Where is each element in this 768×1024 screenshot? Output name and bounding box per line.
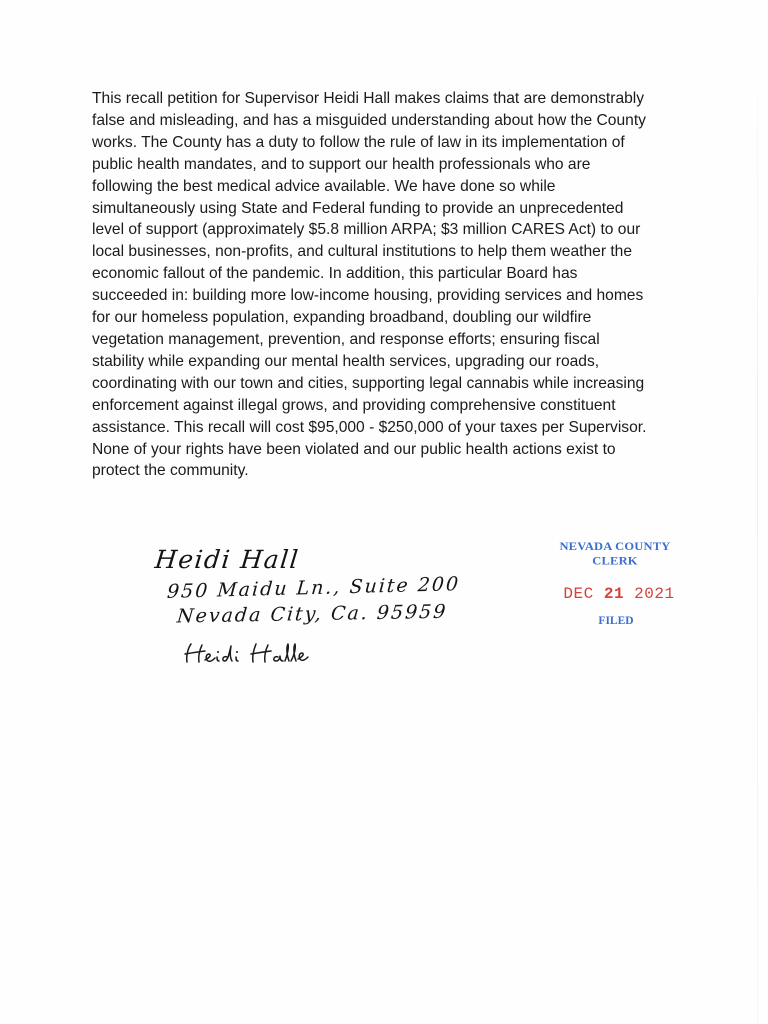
statement-line: following the best medical advice available. We have done so while [92, 177, 556, 195]
statement-line: economic fallout of the pandemic. In addition, this particular Board has [92, 265, 578, 283]
statement-line: public health mandates, and to support our health professionals who are [92, 155, 591, 173]
statement-body [92, 88, 692, 482]
signature-graphic [181, 638, 321, 672]
statement-line: simultaneously using State and Federal funding to provide an unprecedented [92, 199, 624, 217]
handwritten-city-address: Nevada City, Ca. 95959 [176, 600, 449, 628]
statement-line: None of your rights have been violated and our public health actions exist to [92, 440, 616, 458]
stamp-office-name: NEVADA COUNTY CLERK [559, 539, 671, 568]
statement-line: coordinating with our town and cities, supporting legal cannabis while increasing [92, 374, 645, 392]
handwritten-address-block [155, 545, 460, 627]
handwritten-name: Heidi Hall [153, 545, 301, 574]
stamp-filed-label: FILED [598, 615, 634, 627]
stamp-date-day: 21 [603, 585, 625, 603]
statement-line: local businesses, non-profits, and cultural institutions to help them weather the [92, 243, 633, 261]
statement-line: level of support (approximately $5.8 million ARPA; $3 million CARES Act) to our [92, 221, 641, 239]
statement-line: assistance. This recall will cost $95,000 - $250,000 of your taxes per Supervisor. [92, 418, 647, 436]
statement-line: stability while expanding our mental health services, upgrading our roads, [92, 352, 600, 370]
statement-line: vegetation management, prevention, and response efforts; ensuring fiscal [92, 330, 600, 348]
statement-line: enforcement against illegal grows, and providing comprehensive constituent [92, 396, 616, 414]
handwritten-street-address: 950 Maidu Ln., Suite 200 [166, 573, 461, 603]
statement-line: works. The County has a duty to follow the rule of law in its implementation of [92, 133, 625, 151]
stamp-filed-date [548, 585, 690, 603]
clerk-filed-stamp [540, 539, 690, 627]
statement-line: for our homeless population, expanding broadband, doubling our wildfire [92, 309, 592, 327]
scan-edge-shadow [757, 0, 758, 1024]
stamp-date-year: 2021 [634, 585, 675, 603]
statement-line: false and misleading, and has a misguided understanding about how the County [92, 111, 646, 129]
stamp-date-month: DEC [563, 585, 594, 603]
statement-line: protect the community. [92, 462, 249, 480]
statement-line: This recall petition for Supervisor Heidi Hall makes claims that are demonstrably [92, 90, 645, 107]
statement-line: succeeded in: building more low-income housing, providing services and homes [92, 287, 644, 305]
